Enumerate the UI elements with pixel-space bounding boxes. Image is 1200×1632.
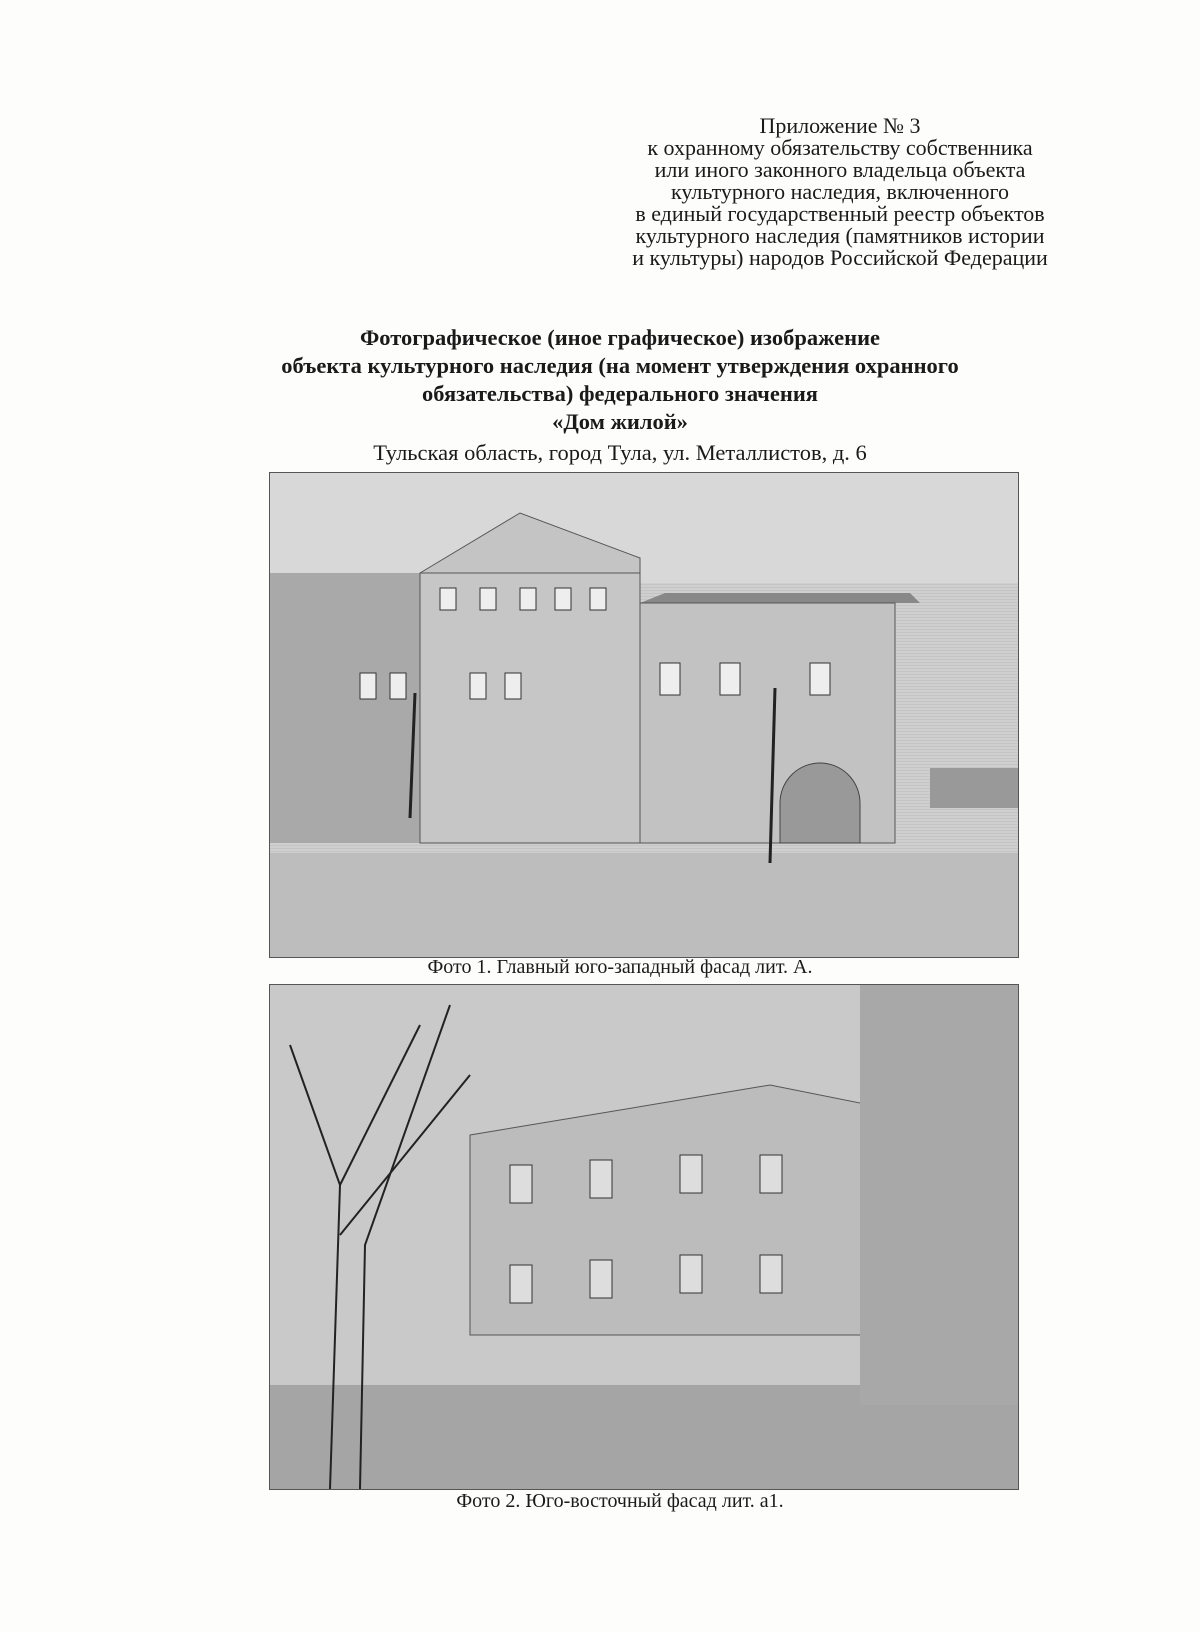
title-line: Фотографическое (иное графическое) изображение — [359, 325, 881, 350]
document-title — [180, 324, 1060, 436]
photo-2-southeast-facade — [269, 984, 1019, 1490]
appendix-line: и культуры) народов Российской Федерации — [632, 245, 1048, 270]
object-name: «Дом жилой» — [552, 409, 688, 434]
appendix-line: культурного наследия (памятников истории — [635, 223, 1045, 248]
photo-2-caption: Фото 2. Юго-восточный фасад лит. а1. — [456, 1490, 784, 1512]
object-address: Тульская область, город Тула, ул. Металлистов, д. 6 — [373, 440, 867, 465]
photo-1-caption: Фото 1. Главный юго-западный фасад лит. А. — [427, 956, 813, 978]
appendix-line: к охранному обязательству собственника — [647, 135, 1033, 160]
appendix-line: культурного наследия, включенного — [670, 179, 1009, 204]
title-line: объекта культурного наследия (на момент утверждения охранного — [281, 353, 959, 378]
title-line: обязательства) федерального значения — [422, 381, 818, 406]
appendix-number: Приложение № 3 — [759, 113, 921, 138]
appendix-line: или иного законного владельца объекта — [654, 157, 1026, 182]
photo-1-main-facade — [269, 472, 1019, 958]
appendix-line: в единый государственный реестр объектов — [635, 201, 1045, 226]
appendix-note — [570, 115, 1110, 269]
